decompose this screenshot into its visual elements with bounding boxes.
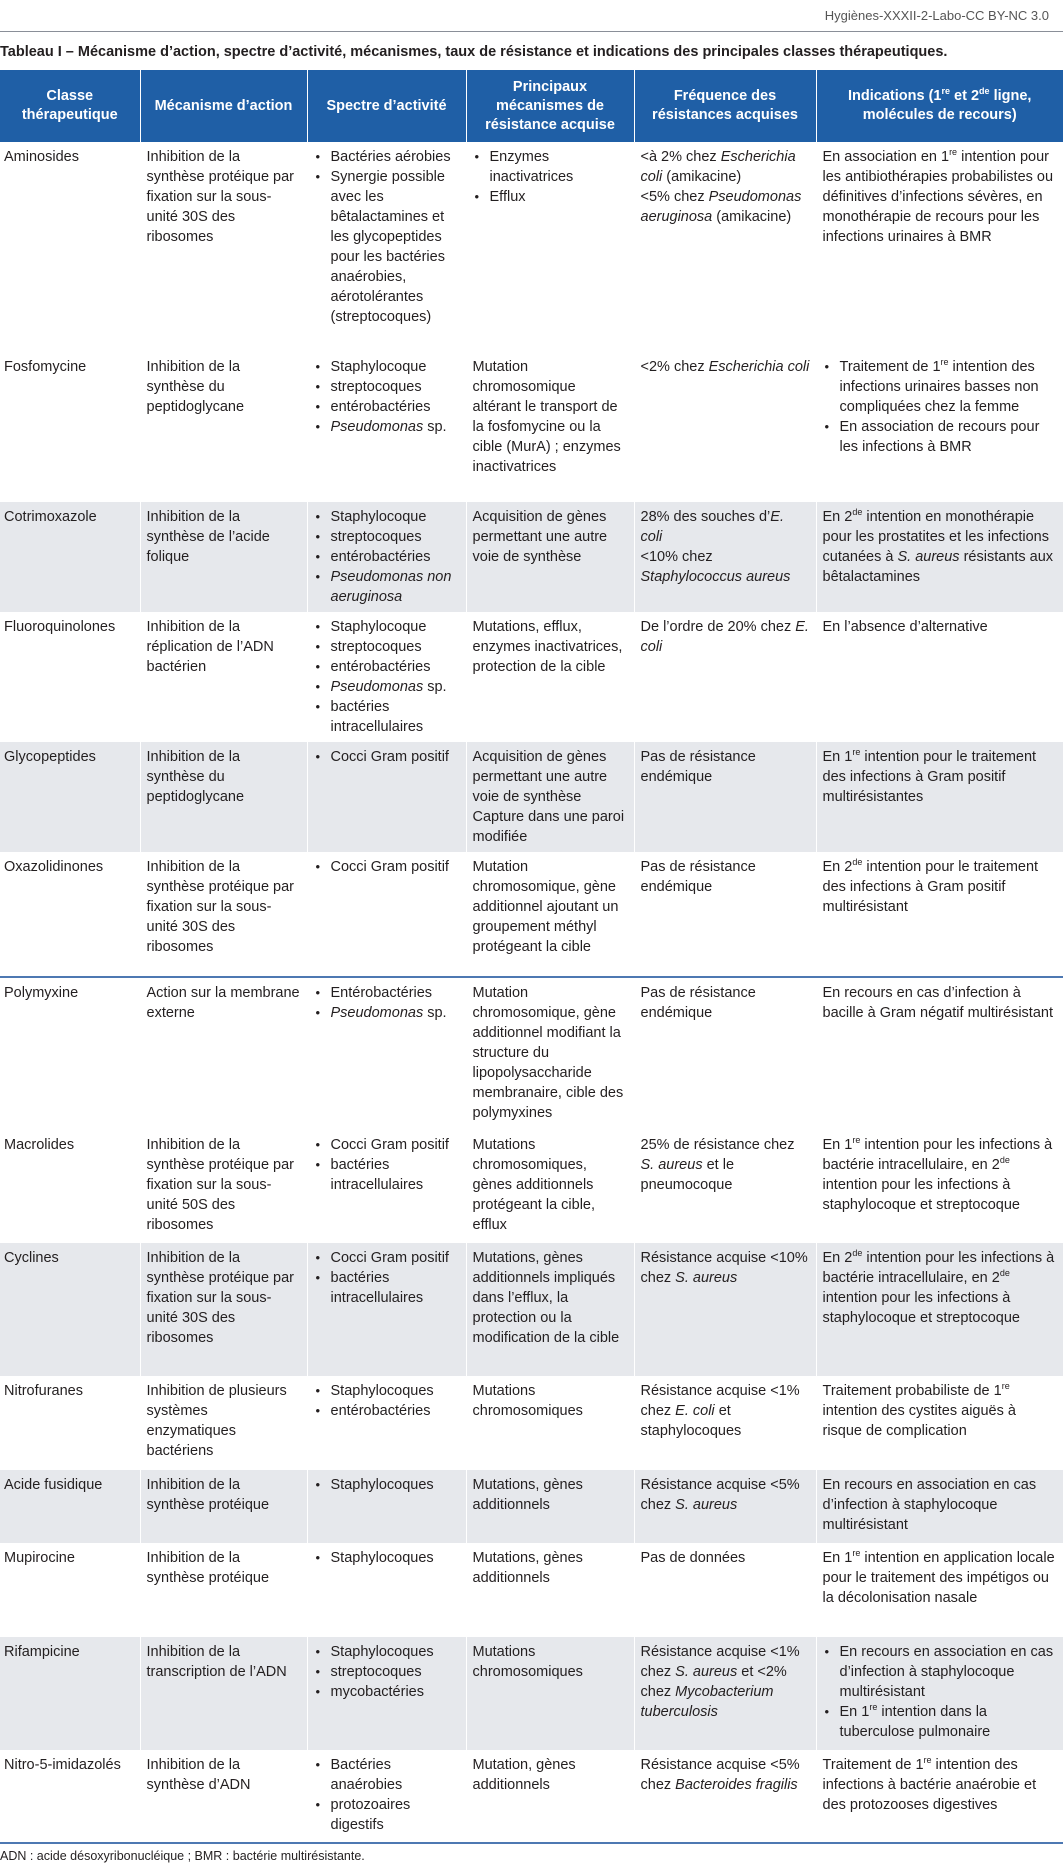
cell-classe: Cyclines (0, 1243, 140, 1376)
cell-classe: Oxazolidinones (0, 852, 140, 977)
cell-frequence: Pas de données (634, 1543, 816, 1637)
list-item: • Cocci Gram positif (314, 857, 460, 877)
cell-indications: En 2de intention pour le traitement des infections à Gram positif multirésistant (822, 857, 1039, 915)
cell-frequence: Pas de résistance endémique (634, 852, 816, 977)
list-item: • protozoaires digestifs (314, 1795, 460, 1835)
list-item: • Enzymes inactivatrices (473, 147, 628, 187)
list-item: • mycobactéries (314, 1682, 460, 1702)
cell-frequence: 28% des souches d’E. coli <10% chez Staphylococcus aureus (634, 502, 816, 612)
cell-spectre (307, 612, 466, 742)
list-item: • Bactéries anaérobies (314, 1755, 460, 1795)
cell-resistance: Mutation chromosomique, gène additionnel ajoutant un groupement méthyl protégeant la cible (466, 852, 634, 977)
cell-resistance (466, 142, 634, 352)
cell-indications: En 2de intention pour les infections à bactérie intracellulaire, en 2de intention pour les infections à staphylocoque et streptocoque (816, 1243, 1063, 1376)
cell-indications: En 1re intention pour les infections à bactérie intracellulaire, en 2de intention pour les infections à staphylocoque et streptocoque (822, 1135, 1053, 1213)
cell-resistance: Mutations, gènes additionnels (466, 1543, 634, 1637)
table-row (0, 352, 1063, 502)
cell-indications: En association en 1re intention pour les antibiothérapies probabilistes ou définitives d’infections sévères, en monothérapie de recours pour les infections urinaires à BMR (822, 147, 1054, 245)
cell-mecanisme: Inhibition de plusieurs systèmes enzymatiques bactériens (140, 1376, 307, 1470)
cell-resistance: Mutations, efflux, enzymes inactivatrices, protection de la cible (466, 612, 634, 742)
table-row (0, 1376, 1063, 1470)
list-item: • Staphylocoques (314, 1642, 460, 1662)
cell-mecanisme: Inhibition de la synthèse du peptidoglycane (140, 742, 307, 852)
cell-resistance: Mutation chromosomique, gène additionnel modifiant la structure du lipopolysaccharide membranaire, cible des polymyxines (466, 977, 634, 1130)
list-item: • Efflux (473, 187, 628, 207)
list-item: • Staphylocoques (314, 1548, 460, 1568)
journal-reference: Hygiènes-XXXII-2-Labo-CC BY-NC 3.0 (824, 8, 1049, 23)
table-row (0, 1130, 1063, 1243)
cell-classe: Fosfomycine (0, 352, 140, 502)
cell-classe: Macrolides (0, 1130, 140, 1243)
cell-spectre (307, 1243, 466, 1376)
table-row (0, 142, 1063, 352)
cell-mecanisme: Inhibition de la synthèse protéique par fixation sur la sous-unité 30S des ribosomes (140, 142, 307, 352)
cell-mecanisme: Inhibition de la synthèse protéique (140, 1543, 307, 1637)
list-item: • entérobactéries (314, 1401, 460, 1421)
table-row (0, 1637, 1063, 1750)
list-item: • bactéries intracellulaires (314, 1268, 460, 1308)
cell-frequence: <2% chez Escherichia coli (634, 352, 816, 502)
list-item: • En recours en association en cas d’infection à staphylocoque multirésistant (823, 1642, 1058, 1702)
cell-indications: En 2de intention en monothérapie pour les prostatites et les infections cutanées à S. aureus résistants aux bêtalactamines (816, 502, 1063, 612)
table-row (0, 852, 1063, 977)
cell-spectre (307, 1130, 466, 1243)
table-row (0, 1470, 1063, 1543)
cell-spectre (307, 352, 466, 502)
list-item: • En 1re intention dans la tuberculose pulmonaire (823, 1702, 1058, 1742)
list-item: • streptocoques (314, 1662, 460, 1682)
cell-frequence: Pas de résistance endémique (634, 977, 816, 1130)
cell-spectre (307, 977, 466, 1130)
list-item: • entérobactéries (314, 397, 460, 417)
list-item: • streptocoques (314, 527, 460, 547)
table-row (0, 1750, 1063, 1843)
cell-mecanisme: Action sur la membrane externe (140, 977, 307, 1130)
cell-spectre (307, 1470, 466, 1543)
list-item: • Bactéries aérobies (314, 147, 460, 167)
list-item: • entérobactéries (314, 657, 460, 677)
cell-resistance: Mutations chromosomiques (466, 1376, 634, 1470)
list-item: • Staphylocoques (314, 1381, 460, 1401)
top-rule (0, 0, 1063, 32)
cell-resistance: Mutation chromosomique altérant le transport de la fosfomycine ou la cible (MurA) ; enzymes inactivatrices (466, 352, 634, 502)
list-item: • Cocci Gram positif (314, 1135, 460, 1155)
cell-mecanisme: Inhibition de la synthèse protéique (140, 1470, 307, 1543)
cell-classe: Cotrimoxazole (0, 502, 140, 612)
cell-mecanisme: Inhibition de la transcription de l’ADN (140, 1637, 307, 1750)
list-item: • entérobactéries (314, 547, 460, 567)
header-classe: Classe thérapeutique (0, 70, 140, 142)
cell-indications (816, 1637, 1063, 1750)
cell-classe: Fluoroquinolones (0, 612, 140, 742)
cell-frequence: De l’ordre de 20% chez E. coli (634, 612, 816, 742)
list-item: • En association de recours pour les infections à BMR (823, 417, 1058, 457)
cell-indications: En recours en cas d’infection à bacille à Gram négatif multirésistant (816, 977, 1063, 1130)
cell-classe: Nitrofuranes (0, 1376, 140, 1470)
list-item: • Cocci Gram positif (314, 1248, 460, 1268)
cell-indications: Traitement de 1re intention des infections à bactérie anaérobie et des protozooses digestives (816, 1750, 1063, 1843)
cell-resistance: Mutations, gènes additionnels (466, 1470, 634, 1543)
cell-indications: Traitement probabiliste de 1re intention des cystites aiguës à risque de complication (822, 1381, 1016, 1439)
cell-spectre (307, 852, 466, 977)
header-resistance: Principaux mécanismes de résistance acquise (466, 70, 634, 142)
cell-resistance: Mutations, gènes additionnels impliqués dans l’efflux, la protection ou la modification de la cible (466, 1243, 634, 1376)
cell-indications: En recours en association en cas d’infection à staphylocoque multirésistant (816, 1470, 1063, 1543)
list-item: • Staphylocoque (314, 507, 460, 527)
list-item: • bactéries intracellulaires (314, 697, 460, 737)
header-frequence: Fréquence des résistances acquises (634, 70, 816, 142)
cell-frequence: Résistance acquise <10% chez S. aureus (634, 1243, 816, 1376)
cell-mecanisme: Inhibition de la synthèse protéique par fixation sur la sous-unité 30S des ribosomes (140, 1243, 307, 1376)
cell-classe: Aminosides (0, 142, 140, 352)
cell-mecanisme: Inhibition de la synthèse protéique par fixation sur la sous-unité 30S des ribosomes (140, 852, 307, 977)
list-item: • Entérobactéries (314, 983, 460, 1003)
cell-classe: Polymyxine (0, 977, 140, 1130)
cell-spectre (307, 1543, 466, 1637)
cell-indications: En 1re intention pour le traitement des infections à Gram positif multirésistantes (816, 742, 1063, 852)
list-item: • Pseudomonas non aeruginosa (314, 567, 460, 607)
list-item: • streptocoques (314, 377, 460, 397)
cell-frequence: 25% de résistance chez S. aureus et le pneumocoque (634, 1130, 816, 1243)
list-item: • Pseudomonas sp. (314, 417, 460, 437)
antibiotic-classes-table (0, 70, 1063, 1844)
cell-frequence: Résistance acquise <1% chez E. coli et staphylocoques (634, 1376, 816, 1470)
cell-mecanisme: Inhibition de la synthèse du peptidoglycane (140, 352, 307, 502)
table-row (0, 1543, 1063, 1637)
cell-mecanisme: Inhibition de la synthèse protéique par fixation sur la sous-unité 50S des ribosomes (140, 1130, 307, 1243)
cell-classe: Mupirocine (0, 1543, 140, 1637)
cell-spectre (307, 142, 466, 352)
list-item: • Pseudomonas sp. (314, 1003, 460, 1023)
table-row (0, 977, 1063, 1130)
list-item: • bactéries intracellulaires (314, 1155, 460, 1195)
list-item: • Staphylocoque (314, 357, 460, 377)
table-row (0, 742, 1063, 852)
cell-resistance: Mutation, gènes additionnels (466, 1750, 634, 1843)
list-item: • Synergie possible avec les bêtalactamines et les glycopeptides pour les bactéries anaérobies, aérotolérantes (streptocoques) (314, 167, 460, 327)
cell-indications: En 1re intention en application locale pour le traitement des impétigos ou la décolonisation nasale (822, 1548, 1055, 1606)
cell-frequence: Résistance acquise <5% chez Bacteroides fragilis (634, 1750, 816, 1843)
table-header (0, 70, 1063, 142)
cell-classe: Rifampicine (0, 1637, 140, 1750)
table-footnote: ADN : acide désoxyribonucléique ; BMR : bactérie multirésistante. (0, 1849, 365, 1863)
cell-indications: En l’absence d’alternative (822, 619, 988, 635)
list-item: • streptocoques (314, 637, 460, 657)
cell-spectre (307, 742, 466, 852)
cell-resistance: Acquisition de gènes permettant une autre voie de synthèse Capture dans une paroi modifiée (466, 742, 634, 852)
cell-resistance: Mutations chromosomiques (466, 1637, 634, 1750)
cell-mecanisme: Inhibition de la réplication de l’ADN bactérien (140, 612, 307, 742)
cell-frequence: Résistance acquise <5% chez S. aureus (634, 1470, 816, 1543)
cell-frequence: Pas de résistance endémique (634, 742, 816, 852)
cell-resistance: Mutations chromosomiques, gènes additionnels protégeant la cible, efflux (466, 1130, 634, 1243)
cell-resistance: Acquisition de gènes permettant une autre voie de synthèse (466, 502, 634, 612)
cell-indications (816, 352, 1063, 502)
cell-mecanisme: Inhibition de la synthèse de l’acide folique (140, 502, 307, 612)
cell-classe: Glycopeptides (0, 742, 140, 852)
cell-frequence: Résistance acquise <1% chez S. aureus et <2% chez Mycobacterium tuberculosis (634, 1637, 816, 1750)
list-item: • Staphylocoque (314, 617, 460, 637)
list-item: • Cocci Gram positif (314, 747, 460, 767)
list-item: • Pseudomonas sp. (314, 677, 460, 697)
header-indications: Indications (1re et 2de ligne, molécules de recours) (816, 70, 1063, 142)
table-caption: Tableau I – Mécanisme d’action, spectre d’activité, mécanismes, taux de résistance et indications des principales classes thérapeutiques. (0, 44, 948, 60)
cell-frequence: <à 2% chez Escherichia coli (amikacine) <5% chez Pseudomonas aeruginosa (amikacine) (634, 142, 816, 352)
cell-spectre (307, 502, 466, 612)
cell-spectre (307, 1637, 466, 1750)
table-row (0, 502, 1063, 612)
cell-classe: Acide fusidique (0, 1470, 140, 1543)
cell-spectre (307, 1376, 466, 1470)
header-spectre: Spectre d’activité (307, 70, 466, 142)
cell-classe: Nitro-5-imidazolés (0, 1750, 140, 1843)
cell-spectre (307, 1750, 466, 1843)
header-mecanisme: Mécanisme d’action (140, 70, 307, 142)
list-item: • Traitement de 1re intention des infections urinaires basses non compliquées chez la femme (823, 357, 1058, 417)
list-item: • Staphylocoques (314, 1475, 460, 1495)
table-row (0, 612, 1063, 742)
cell-mecanisme: Inhibition de la synthèse d’ADN (140, 1750, 307, 1843)
table-row (0, 1243, 1063, 1376)
